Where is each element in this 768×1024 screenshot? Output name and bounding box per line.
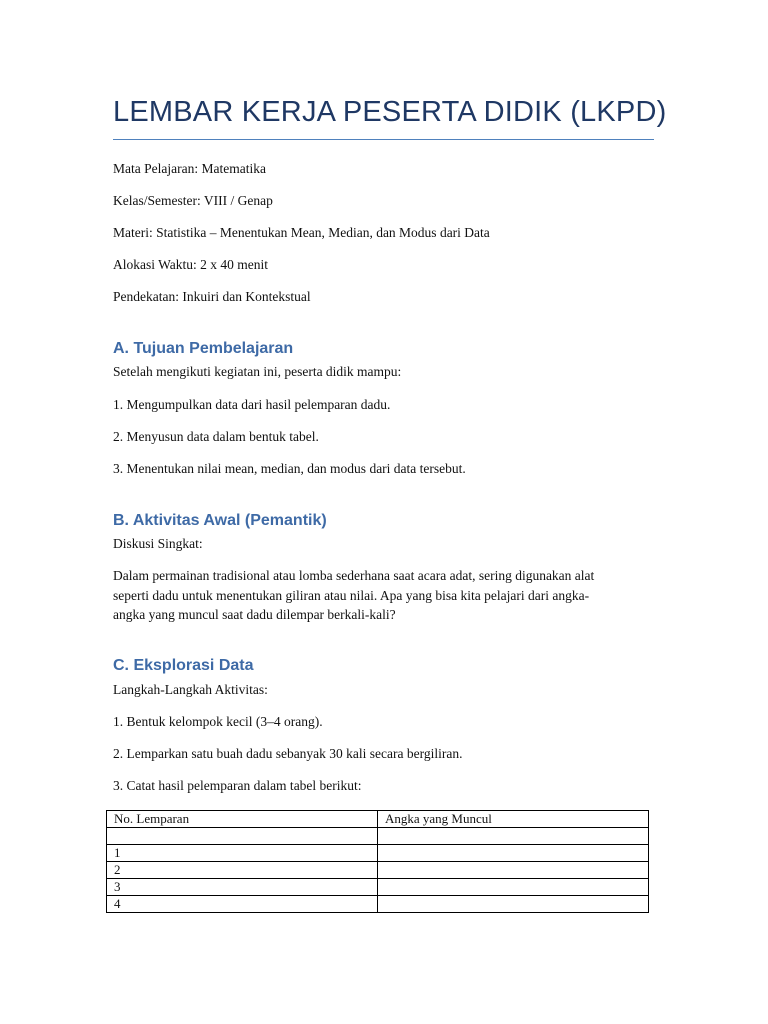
section-a-item: 1. Mengumpulkan data dari hasil pelemparan dadu.	[113, 397, 391, 412]
table-cell[interactable]: 2	[107, 862, 378, 879]
table-cell[interactable]	[378, 896, 649, 913]
header-angka-muncul: Angka yang Muncul	[378, 811, 649, 828]
section-c-item: 1. Bentuk kelompok kecil (3–4 orang).	[113, 714, 323, 729]
paragraph-line: angka yang muncul saat dadu dilempar berkali-kali?	[113, 607, 396, 622]
section-a-intro: Setelah mengikuti kegiatan ini, peserta didik mampu:	[113, 364, 402, 379]
table-row	[107, 828, 649, 845]
section-b-intro: Diskusi Singkat:	[113, 536, 203, 551]
observation-table	[106, 810, 649, 913]
table-cell[interactable]	[107, 828, 378, 845]
table-cell[interactable]: 4	[107, 896, 378, 913]
section-c-item: 2. Lemparkan satu buah dadu sebanyak 30 kali secara bergiliran.	[113, 746, 463, 761]
table-row	[107, 879, 649, 896]
title-underline	[113, 139, 654, 140]
table-row	[107, 845, 649, 862]
table-cell[interactable]	[378, 862, 649, 879]
table-header-row	[107, 811, 649, 828]
table-cell[interactable]	[378, 845, 649, 862]
document-title: LEMBAR KERJA PESERTA DIDIK (LKPD)	[113, 96, 667, 128]
section-b-paragraph	[113, 566, 653, 625]
section-c-heading: C. Eksplorasi Data	[113, 657, 254, 674]
info-mata-pelajaran: Mata Pelajaran: Matematika	[113, 161, 266, 176]
paragraph-line: seperti dadu untuk menentukan giliran atau nilai. Apa yang bisa kita pelajari dari angka-	[113, 587, 590, 603]
info-kelas-semester: Kelas/Semester: VIII / Genap	[113, 193, 273, 208]
paragraph-line: Dalam permainan tradisional atau lomba sederhana saat acara adat, sering digunakan alat	[113, 568, 595, 583]
section-a-item: 2. Menyusun data dalam bentuk tabel.	[113, 429, 319, 444]
section-c-item: 3. Catat hasil pelemparan dalam tabel berikut:	[113, 778, 362, 793]
info-materi: Materi: Statistika – Menentukan Mean, Median, dan Modus dari Data	[113, 225, 490, 240]
table-row	[107, 896, 649, 913]
table-cell[interactable]: 1	[107, 845, 378, 862]
table-row	[107, 862, 649, 879]
table-cell[interactable]	[378, 828, 649, 845]
section-c-intro: Langkah-Langkah Aktivitas:	[113, 682, 268, 697]
info-alokasi-waktu: Alokasi Waktu: 2 x 40 menit	[113, 257, 269, 272]
table-cell[interactable]	[378, 879, 649, 896]
table-cell[interactable]: 3	[107, 879, 378, 896]
info-pendekatan: Pendekatan: Inkuiri dan Kontekstual	[113, 289, 311, 304]
section-a-item: 3. Menentukan nilai mean, median, dan modus dari data tersebut.	[113, 461, 466, 476]
header-no-lemparan: No. Lemparan	[107, 811, 378, 828]
section-b-heading: B. Aktivitas Awal (Pemantik)	[113, 512, 327, 529]
section-a-heading: A. Tujuan Pembelajaran	[113, 340, 294, 357]
